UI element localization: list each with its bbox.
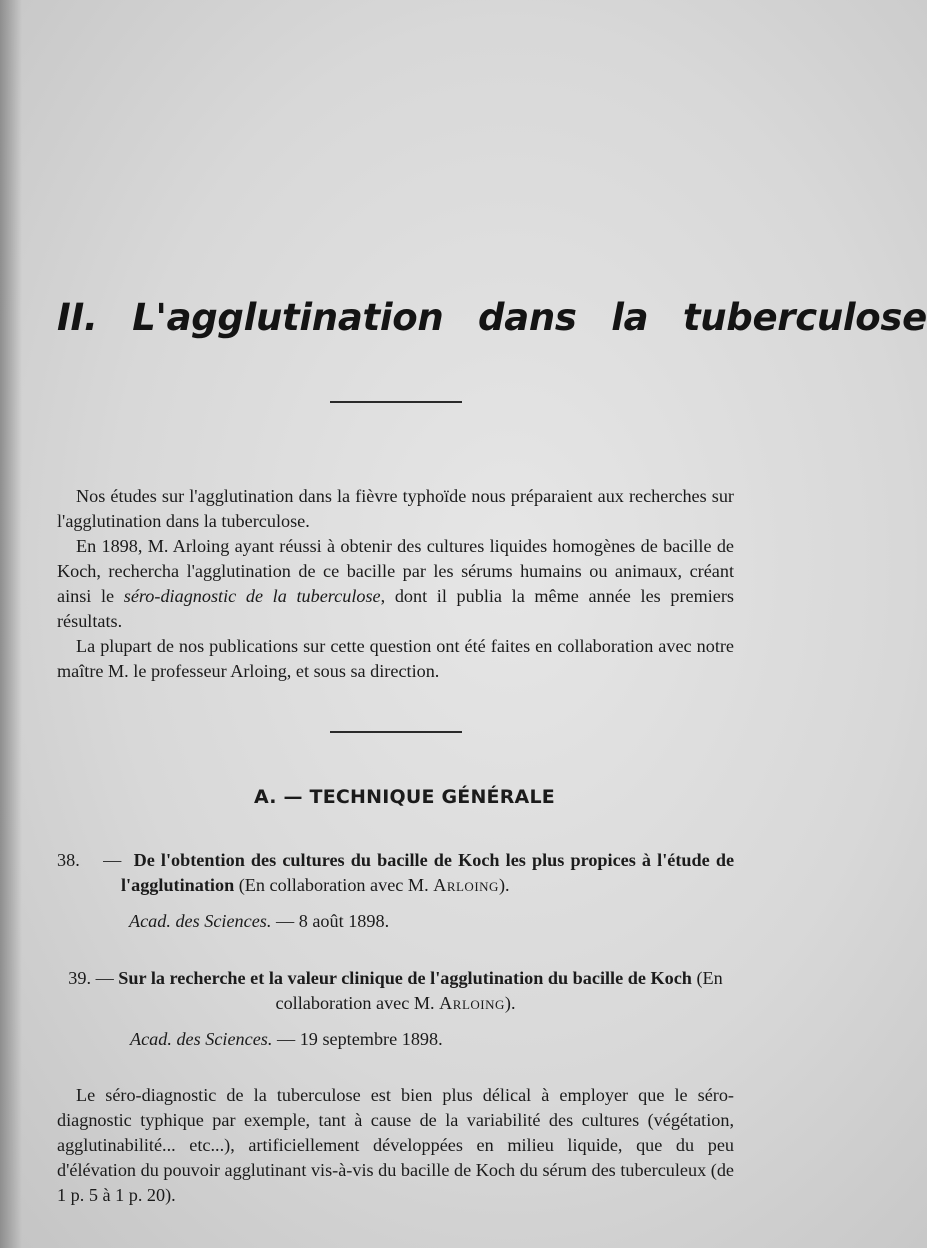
chapter-title: II. L'agglutination dans la tuberculose — [57, 296, 927, 339]
entry-collab-name: Arloing — [439, 993, 505, 1013]
intro-section — [57, 484, 734, 684]
intro-paragraph-1: Nos études sur l'agglutination dans la fièvre typhoïde nous préparaient aux recherches sur l'agglutination dans la tuberculose. — [57, 486, 734, 531]
entry-collab-prefix: (En collaboration avec M. — [275, 968, 723, 1013]
entry-source-date: — 19 septembre 1898. — [276, 1029, 443, 1049]
bibliography-entry-39 — [57, 966, 734, 1052]
entry-collab-suffix: ). — [504, 993, 516, 1013]
entry-source — [57, 909, 734, 934]
entry-title: De l'obtention des cultures du bacille de Koch les plus propices à l'étude de l'agglutination — [121, 850, 735, 895]
entry-body — [57, 848, 734, 898]
section-divider — [330, 731, 462, 733]
intro-paragraph-2-start: En 1898, M. Arloing ayant réussi à obtenir des cultures liquides homogènes de bacille de Koch, recherchа l'agglutination de ce bacille par les sérums humains ou animaux, créant ainsi le — [57, 536, 734, 606]
page-edge-shadow — [0, 0, 22, 1248]
intro-paragraph-2 — [57, 534, 734, 634]
closing-section — [57, 1083, 734, 1208]
entry-source — [57, 1027, 734, 1052]
closing-paragraph: Le séro-diagnostic de la tuberculose est bien plus délical à employer que le séro-diagnostic typhique par exemple, tant à cause de la variabilité des cultures (végétation, agglutinabilité... etc...), artificiellement développées en milieu liquide, que du peu d'élévation du pouvoir agglutinant vis-à-vis du bacille de Koch du sérum des tuberculeux (de 1 p. 5 à 1 p. 20). — [57, 1085, 734, 1205]
entry-collab-prefix: (En collaboration avec M. — [238, 875, 429, 895]
title-divider — [330, 401, 462, 403]
entry-collab-name: Arloing — [433, 875, 499, 895]
entry-source-date: — 8 août 1898. — [275, 911, 390, 931]
intro-paragraph-2-end: , dont il publia la même année les premiers résultats. — [57, 586, 734, 631]
section-title: A. — TECHNIQUE GÉNÉRALE — [254, 786, 555, 808]
entry-dash: — — [95, 968, 114, 988]
entry-number: 38. — [57, 850, 80, 870]
entry-source-name: Acad. des Sciences. — [130, 1029, 273, 1049]
entry-number: 39. — [68, 968, 92, 988]
entry-source-name: Acad. des Sciences. — [129, 911, 272, 931]
bibliography-entry-38 — [57, 848, 734, 934]
entry-collab-suffix: ). — [498, 875, 510, 895]
intro-paragraph-3: La plupart de nos publications sur cette question ont été faites en collaboration avec notre maître M. le professeur Arloing, et sous sa direction. — [57, 636, 734, 681]
intro-paragraph-2-term: séro-diagnostic de la tuberculose — [123, 586, 381, 606]
entry-dash: — — [103, 850, 122, 870]
entry-body — [57, 966, 734, 1016]
entry-title: Sur la recherche et la valeur clinique de l'agglutination du bacille de Koch — [118, 968, 692, 988]
